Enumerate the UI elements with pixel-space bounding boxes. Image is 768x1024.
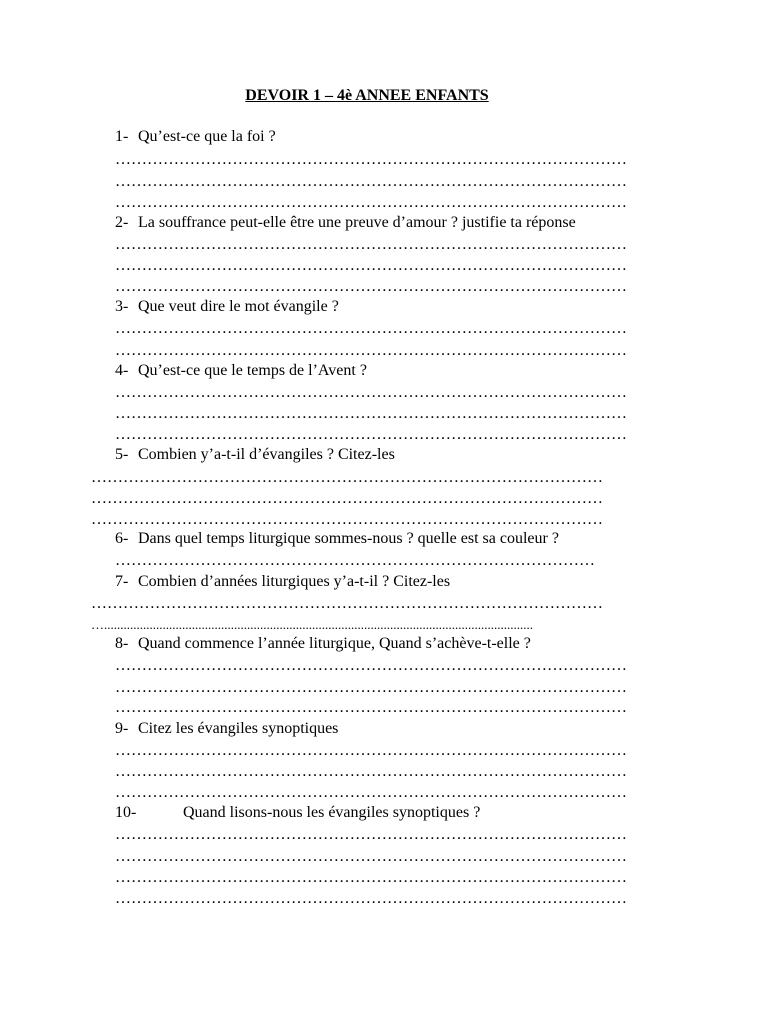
question-3 — [115, 297, 339, 317]
answer-line[interactable]: …………………………………………………………………………………… — [91, 469, 603, 486]
question-text: Qu’est-ce que le temps de l’Avent ? — [138, 362, 367, 379]
answer-line[interactable]: …………………………………………………………………………………… — [115, 784, 627, 801]
question-number: 7- — [115, 573, 129, 590]
answer-line[interactable]: ….................................................................................................................................... — [91, 617, 533, 632]
question-number: 6- — [115, 530, 129, 547]
answer-line[interactable]: …………………………………………………………………………………… — [91, 490, 603, 507]
question-2 — [115, 213, 576, 233]
question-text: Combien y’a-t-il d’évangiles ? Citez-les — [138, 446, 395, 463]
answer-line[interactable]: …………………………………………………………………………………… — [115, 278, 627, 295]
question-number: 8- — [115, 635, 129, 652]
answer-line[interactable]: …………………………………………………………………………………… — [115, 657, 627, 674]
question-number: 9- — [115, 720, 129, 737]
question-number: 5- — [115, 446, 129, 463]
question-9 — [115, 719, 338, 739]
answer-line[interactable]: …………………………………………………………………………………… — [115, 342, 627, 359]
question-text: Que veut dire le mot évangile ? — [138, 298, 339, 315]
question-1 — [115, 127, 276, 147]
question-text: Quand commence l’année liturgique, Quand s’achève-t-elle ? — [138, 635, 531, 652]
answer-line[interactable]: …………………………………………………………………………………… — [115, 890, 627, 907]
question-4 — [115, 361, 367, 381]
answer-line[interactable]: …………………………………………………………………………………… — [115, 826, 627, 843]
question-7 — [115, 572, 450, 592]
answer-line[interactable]: …………………………………………………………………………………… — [115, 236, 627, 253]
answer-line[interactable]: …………………………………………………………………………………… — [115, 742, 627, 759]
answer-line[interactable]: …………………………………………………………………………………… — [115, 426, 627, 443]
question-10 — [115, 803, 480, 823]
question-number: 1- — [115, 128, 129, 145]
question-number: 10- — [115, 804, 137, 821]
question-text: Quand lisons-nous les évangiles synoptiques ? — [183, 804, 481, 821]
answer-line[interactable]: …………………………………………………………………………………… — [115, 194, 627, 211]
answer-line[interactable]: …………………………………………………………………………………… — [115, 699, 627, 716]
question-number: 3- — [115, 298, 129, 315]
question-number: 2- — [115, 214, 129, 231]
question-text: Dans quel temps liturgique sommes-nous ? quelle est sa couleur ? — [138, 530, 559, 547]
answer-line[interactable]: …………………………………………………………………………………… — [115, 405, 627, 422]
question-number: 4- — [115, 362, 129, 379]
question-5 — [115, 445, 395, 465]
question-text: Citez les évangiles synoptiques — [138, 720, 339, 737]
question-6 — [115, 529, 559, 549]
question-text: Qu’est-ce que la foi ? — [138, 128, 276, 145]
answer-line[interactable]: …………………………………………………………………………………… — [115, 848, 627, 865]
answer-line[interactable]: …………………………………………………………………………………… — [91, 511, 603, 528]
answer-line[interactable]: …………………………………………………………………………………… — [115, 257, 627, 274]
answer-line[interactable]: …………………………………………………………………………………… — [115, 173, 627, 190]
question-text: Combien d’années liturgiques y’a-t-il ? Citez-les — [138, 573, 451, 590]
question-8 — [115, 634, 531, 654]
answer-line[interactable]: ……………………………………………………………………………… — [115, 552, 595, 569]
page-title: DEVOIR 1 – 4è ANNEE ENFANTS — [245, 87, 489, 104]
answer-line[interactable]: …………………………………………………………………………………… — [91, 595, 603, 612]
answer-line[interactable]: …………………………………………………………………………………… — [115, 151, 627, 168]
answer-line[interactable]: …………………………………………………………………………………… — [115, 320, 627, 337]
answer-line[interactable]: …………………………………………………………………………………… — [115, 763, 627, 780]
answer-line[interactable]: …………………………………………………………………………………… — [115, 869, 627, 886]
question-text: La souffrance peut-elle être une preuve d’amour ? justifie ta réponse — [138, 214, 576, 231]
answer-line[interactable]: …………………………………………………………………………………… — [115, 384, 627, 401]
answer-line[interactable]: …………………………………………………………………………………… — [115, 679, 627, 696]
